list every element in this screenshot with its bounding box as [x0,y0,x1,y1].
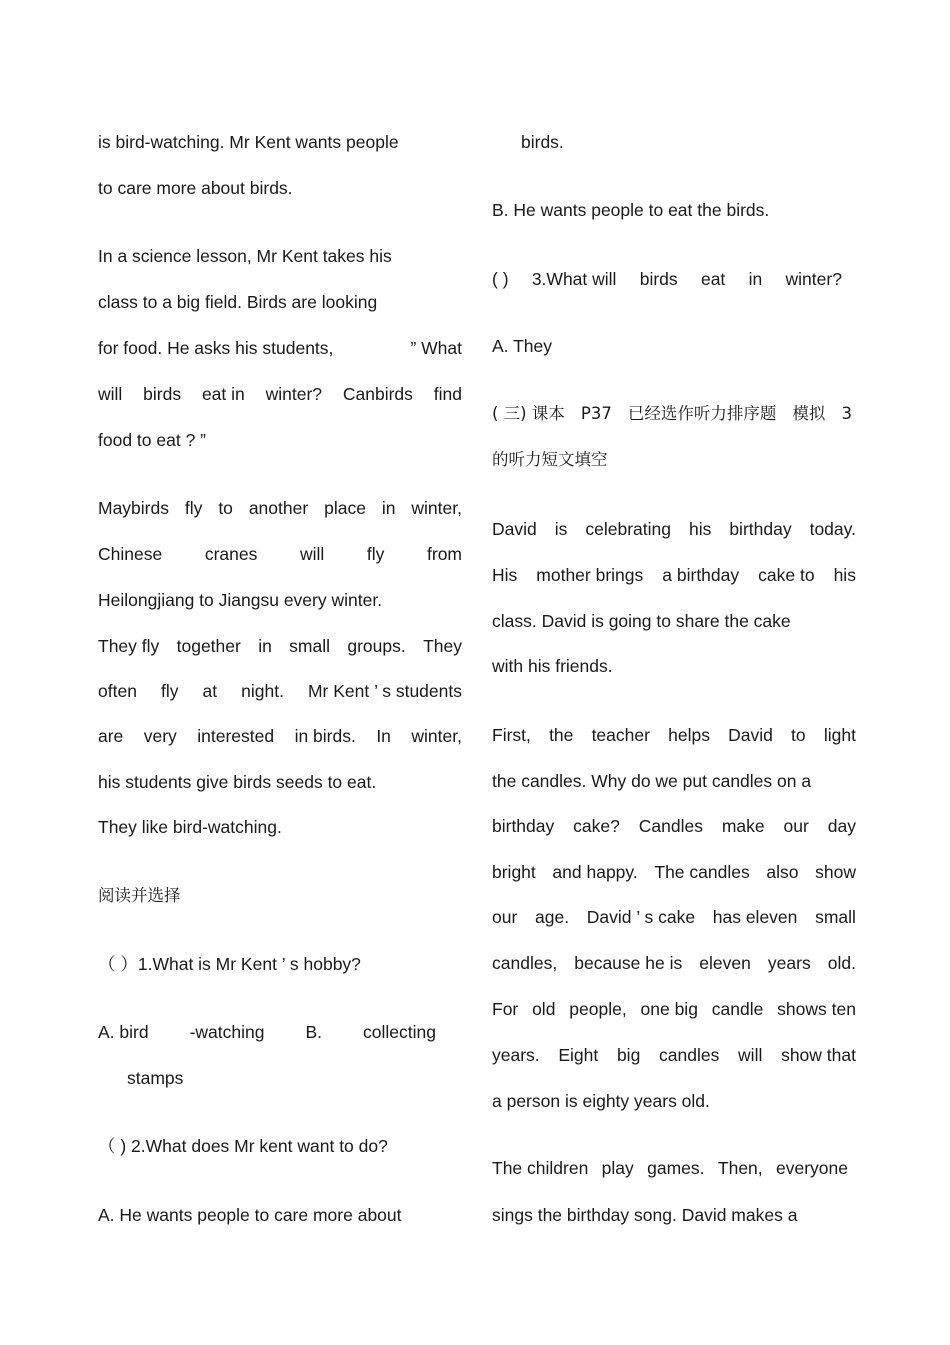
paragraph-line [492,815,856,837]
text-segment: A. bird [98,1022,149,1042]
text-segment: day [827,816,856,836]
paragraph-line: his students give birds seeds to eat. [98,772,377,792]
text-segment: birthday [492,816,555,836]
text-segment: winter, [411,726,462,746]
text-segment: years [767,953,811,973]
paragraph-line: food to eat ? ” [98,430,206,450]
text-segment: one big [640,999,698,1019]
text-segment: 3.What will [531,269,617,289]
paragraph-line: class. David is going to share the cake [492,611,791,631]
paragraph-line [98,337,462,359]
text-segment: everyone [776,1158,848,1178]
text-segment: small [815,907,856,927]
text-segment: our [492,907,518,927]
paragraph-line [98,635,462,657]
text-segment: His [492,565,518,585]
paragraph-line [492,861,856,883]
text-segment: a birthday [662,565,740,585]
text-segment: candles, [492,953,558,973]
text-segment: helps [668,725,710,745]
text-segment: old [532,999,556,1019]
paragraph-line: They like bird-watching. [98,817,282,837]
paragraph-line [492,1157,848,1179]
paragraph-line: the candles. Why do we put candles on a [492,771,812,791]
text-segment: in birds. [294,726,356,746]
text-segment: is [554,519,568,539]
text-segment: big [616,1045,641,1065]
text-segment: B. [305,1022,323,1042]
text-segment: Candles [638,816,703,836]
text-segment: eleven [699,953,751,973]
text-segment: to [218,498,233,518]
paragraph-line [492,1044,856,1066]
text-segment: show [815,862,856,882]
section-heading [492,403,852,425]
text-segment: cranes [204,544,258,564]
text-segment: Then, [717,1158,763,1178]
paragraph-line: In a science lesson, Mr Kent takes his [98,246,392,266]
text-segment: -watching [189,1022,265,1042]
question-1-options: stamps [127,1068,184,1088]
paragraph-line [98,543,462,565]
question-3 [492,268,842,290]
paragraph-line: with his friends. [492,656,613,676]
text-segment: teacher [591,725,650,745]
text-segment: Maybirds [98,498,169,518]
text-segment: winter? [265,384,323,404]
paragraph-line [98,383,462,405]
text-segment: candle [711,999,764,1019]
section-heading: 的听力短文填空 [492,450,608,469]
question-2-option-a: A. He wants people to care more about [98,1205,402,1225]
text-segment: birthday [729,519,792,539]
text-segment: cake? [573,816,620,836]
text-segment: because he is [574,953,683,973]
text-segment: The children [492,1158,589,1178]
paragraph-line [492,906,856,928]
text-segment: small [289,636,330,656]
question-1: （ ）1.What is Mr Kent ’ s hobby? [98,954,361,974]
text-segment: will [299,544,325,564]
text-segment: David ’ s cake [586,907,696,927]
text-segment: David [728,725,773,745]
text-segment: They [423,636,462,656]
text-segment: together [176,636,241,656]
paragraph-line [492,724,856,746]
text-segment: mother brings [536,565,644,585]
text-segment: fly [160,681,179,701]
paragraph-line [492,564,856,586]
text-segment: interested [197,726,275,746]
text-segment: They fly [98,636,160,656]
text-segment: to [791,725,806,745]
text-segment: bright [492,862,536,882]
paragraph-line [98,725,462,747]
text-segment: show that [781,1045,856,1065]
text-segment: David [492,519,537,539]
paragraph-line [492,518,856,540]
text-segment: 已经选作听力排序题 [627,404,777,423]
text-segment: 模拟 [792,404,826,423]
text-segment: Eight [558,1045,599,1065]
text-segment: In [376,726,391,746]
text-segment: our [783,816,809,836]
question-2: （ ) 2.What does Mr kent want to do? [98,1136,388,1156]
text-segment: people, [569,999,627,1019]
text-segment: eat [700,269,726,289]
paragraph-line: sings the birthday song. David makes a [492,1205,798,1225]
text-segment: fly [184,498,203,518]
text-segment: collecting [363,1022,436,1042]
text-segment: For [492,999,519,1019]
text-segment: Canbirds [342,384,413,404]
text-segment: in [748,269,763,289]
text-segment: in [381,498,396,518]
text-segment: ” What [410,338,462,358]
paragraph-line: a person is eighty years old. [492,1091,710,1111]
text-segment: old. [827,953,856,973]
text-segment: games. [647,1158,705,1178]
text-segment: winter? [785,269,842,289]
text-segment: ( 三) 课本 [492,404,565,423]
text-segment: light [823,725,856,745]
text-segment: birds [143,384,182,404]
paragraph-line: class to a big field. Birds are looking [98,292,378,312]
text-segment: 3 [841,404,852,423]
section-heading: 阅读并选择 [98,886,181,905]
paragraph-line: Heilongjiang to Jiangsu every winter. [98,590,383,610]
text-segment: fly [366,544,385,564]
text-segment: in [258,636,272,656]
text-segment: his [688,519,712,539]
text-segment: from [427,544,462,564]
text-segment: The candles [654,862,750,882]
text-segment: ( ) [492,269,509,289]
text-segment: are [98,726,124,746]
paragraph-line [98,497,462,519]
text-segment: today. [809,519,856,539]
question-3-option-a: A. They [492,336,552,356]
text-segment: age. [535,907,570,927]
text-segment: Chinese [98,544,163,564]
text-segment: also [766,862,799,882]
text-segment: celebrating [585,519,671,539]
text-segment: make [721,816,765,836]
text-segment: First, [492,725,531,745]
paragraph-line: to care more about birds. [98,178,293,198]
paragraph-line [98,680,462,702]
text-segment: place [324,498,366,518]
text-segment: winter, [411,498,462,518]
text-segment: P37 [580,404,612,423]
text-segment: play [601,1158,634,1178]
text-segment: eat in [201,384,245,404]
text-segment: for food. He asks his students, [98,338,334,358]
text-segment: shows ten [777,999,856,1019]
text-segment: and happy. [552,862,638,882]
text-segment: Mr Kent ’ s students [307,681,462,701]
text-segment: often [98,681,137,701]
text-segment: find [433,384,462,404]
text-segment: night. [241,681,284,701]
text-segment: has eleven [712,907,798,927]
text-segment: years. [492,1045,540,1065]
text-segment: his [833,565,856,585]
paragraph-line: birds. [521,132,564,152]
text-segment: another [248,498,309,518]
text-segment: at [202,681,218,701]
text-segment: will [98,384,123,404]
text-segment: candles [659,1045,720,1065]
text-segment: groups. [347,636,406,656]
question-2-option-b: B. He wants people to eat the birds. [492,200,770,220]
text-segment: will [738,1045,763,1065]
paragraph-line: is bird-watching. Mr Kent wants people [98,132,399,152]
text-segment: cake to [758,565,815,585]
text-segment: birds [639,269,678,289]
text-segment: very [143,726,177,746]
paragraph-line [492,952,856,974]
question-1-options [98,1021,436,1043]
text-segment: the [549,725,574,745]
paragraph-line [492,998,856,1020]
